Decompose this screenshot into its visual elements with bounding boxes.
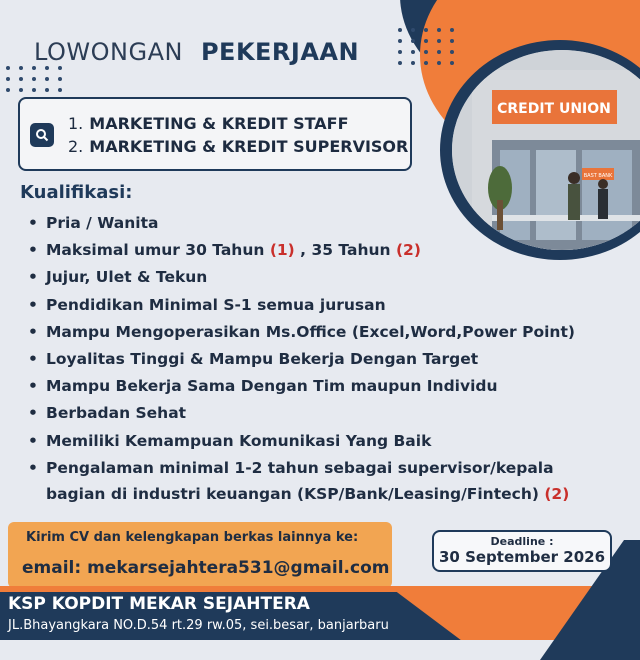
ref-marker: (1) bbox=[269, 241, 295, 260]
qualifications-list bbox=[28, 210, 616, 507]
list-item: • Berbadan Sehat bbox=[28, 400, 616, 427]
position-item bbox=[68, 112, 408, 135]
contact-box bbox=[8, 522, 392, 588]
list-item bbox=[28, 237, 616, 264]
ref-marker: (2) bbox=[395, 241, 421, 260]
qualifications-heading: Kualifikasi: bbox=[20, 182, 133, 203]
positions-box bbox=[18, 97, 412, 171]
search-icon bbox=[30, 123, 54, 147]
decor-dots-right bbox=[398, 28, 456, 65]
position-title: MARKETING & KREDIT SUPERVISOR bbox=[89, 137, 409, 156]
req-text: Maksimal umur 30 Tahun bbox=[46, 241, 270, 260]
page-title bbox=[34, 38, 359, 66]
company-address: JL.Bhayangkara NO.D.54 rt.29 rw.05, sei.besar, banjarbaru bbox=[8, 618, 389, 633]
positions-list bbox=[68, 112, 408, 158]
contact-email[interactable]: email: mekarsejahtera531@gmail.com bbox=[22, 558, 390, 578]
list-item: • Mampu Bekerja Sama Dengan Tim maupun Individu bbox=[28, 373, 616, 400]
small-sign-text: BAST BANK bbox=[583, 173, 613, 179]
position-number: 2. bbox=[68, 137, 84, 156]
list-item: • Memiliki Kemampuan Komunikasi Yang Baik bbox=[28, 428, 616, 455]
list-item: • Mampu Mengoperasikan Ms.Office (Excel,Word,Power Point) bbox=[28, 319, 616, 346]
list-item bbox=[28, 455, 616, 507]
title-light: LOWONGAN bbox=[34, 38, 183, 66]
position-number: 1. bbox=[68, 114, 84, 133]
list-item: • Loyalitas Tinggi & Mampu Bekerja Dengan Target bbox=[28, 346, 616, 373]
list-item: • Pria / Wanita bbox=[28, 210, 616, 237]
req-text: , 35 Tahun bbox=[294, 241, 396, 260]
list-item: • Jujur, Ulet & Tekun bbox=[28, 264, 616, 291]
title-bold: PEKERJAAN bbox=[200, 38, 360, 66]
ref-marker: (2) bbox=[544, 484, 570, 503]
sign-text: CREDIT UNION bbox=[497, 101, 611, 117]
contact-label: Kirim CV dan kelengkapan berkas lainnya ke: bbox=[26, 530, 359, 545]
position-title: MARKETING & KREDIT STAFF bbox=[89, 114, 349, 133]
decor-dots-left bbox=[6, 66, 64, 92]
deadline-box bbox=[432, 530, 612, 572]
req-text: Pengalaman minimal 1-2 tahun sebagai supervisor/kepala bagian di industri keuangan (KSP/Bank/Leasing/Fintech) bbox=[46, 458, 554, 503]
list-item: • Pendidikan Minimal S-1 semua jurusan bbox=[28, 292, 616, 319]
deadline-date: 30 September 2026 bbox=[438, 548, 606, 566]
position-item bbox=[68, 135, 408, 158]
deadline-label: Deadline : bbox=[490, 535, 554, 548]
company-name: KSP KOPDIT MEKAR SEJAHTERA bbox=[8, 594, 310, 614]
